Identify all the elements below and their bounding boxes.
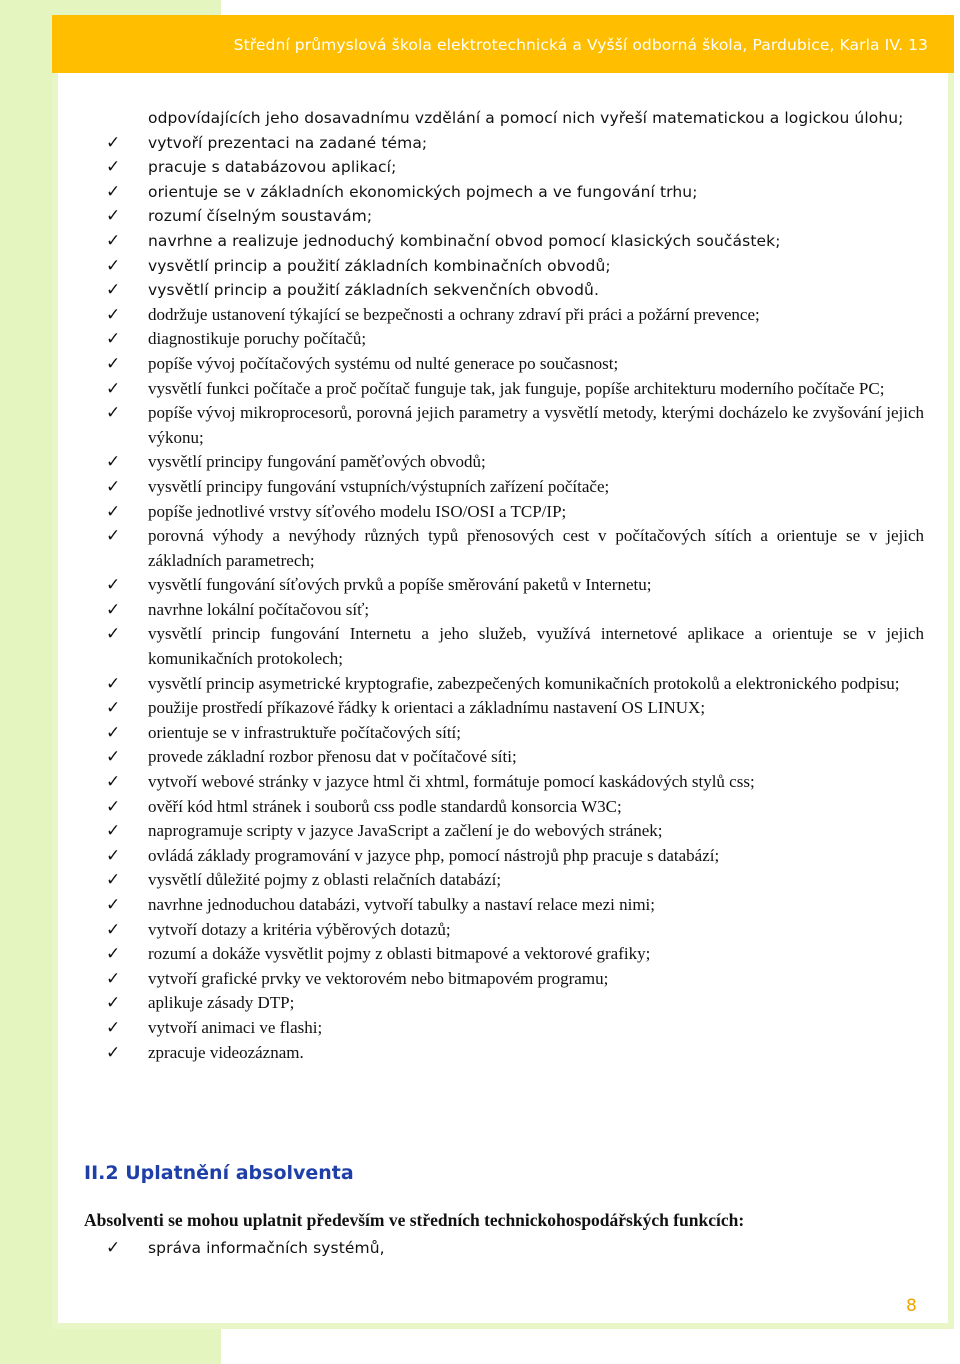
list-item-text: vytvoří dotazy a kritéria výběrových dotazů; [148, 919, 451, 939]
list-item-text: zpracuje videozáznam. [148, 1042, 304, 1062]
list-item-text: dodržuje ustanovení týkající se bezpečnosti a ochrany zdraví při práci a požární prevence; [148, 304, 760, 324]
checkmark-icon: ✓ [106, 968, 121, 989]
checkmark-icon: ✓ [106, 673, 121, 694]
list-item-text: orientuje se v infrastruktuře počítačových sítí; [148, 722, 461, 742]
list-item-text: rozumí číselným soustavám; [148, 207, 373, 226]
list-item-text: vysvětlí funkci počítače a proč počítač funguje tak, jak funguje, popíše architekturu moderního počítače PC; [148, 378, 885, 398]
checkmark-icon: ✓ [106, 181, 121, 202]
list-item [84, 1236, 924, 1261]
list-item [84, 401, 924, 450]
page-header [52, 15, 954, 73]
list-item-text: navrhne lokální počítačovou síť; [148, 599, 370, 619]
list-item [84, 327, 924, 352]
list-item-text: vysvětlí důležité pojmy z oblasti relačních databází; [148, 870, 502, 890]
list-item [84, 1016, 924, 1041]
list-item [84, 918, 924, 943]
checkmark-icon: ✓ [106, 452, 121, 473]
checkmark-icon: ✓ [106, 772, 121, 793]
list-item-text: orientuje se v základních ekonomických pojmech a ve fungování trhu; [148, 182, 698, 201]
checkmark-icon: ✓ [106, 796, 121, 817]
list-item-text: ovládá základy programování v jazyce php, pomocí nástrojů php pracuje s databází; [148, 845, 720, 865]
list-item-text: diagnostikuje poruchy počítačů; [148, 329, 367, 349]
list-item [84, 254, 924, 279]
list-item [84, 180, 924, 205]
section-heading [84, 1162, 354, 1184]
checkmark-icon: ✓ [106, 599, 121, 620]
list-item [84, 303, 924, 328]
list-item-text: vysvětlí princip asymetrické kryptografie, zabezpečených komunikačních protokolů a elektronického podpisu; [148, 673, 900, 693]
checkmark-icon: ✓ [106, 378, 121, 399]
checkmark-icon: ✓ [106, 132, 121, 153]
list-item [84, 721, 924, 746]
checkmark-icon: ✓ [106, 1238, 121, 1258]
checkmark-icon: ✓ [106, 255, 121, 276]
checkmark-icon: ✓ [106, 206, 121, 227]
checkmark-icon: ✓ [106, 280, 121, 301]
checkmark-icon: ✓ [106, 870, 121, 891]
checkmark-icon: ✓ [106, 304, 121, 325]
checkmark-icon: ✓ [106, 329, 121, 350]
checkmark-icon: ✓ [106, 919, 121, 940]
checkmark-icon: ✓ [106, 747, 121, 768]
list-item [84, 352, 924, 377]
list-item-text: navrhne a realizuje jednoduchý kombinační obvod pomocí klasických součástek; [148, 231, 781, 250]
list-item [84, 770, 924, 795]
list-item [84, 204, 924, 229]
list-item-text: rozumí a dokáže vysvětlit pojmy z oblasti bitmapové a vektorové grafiky; [148, 944, 651, 964]
list-item [84, 229, 924, 254]
section-number: II.2 [84, 1162, 119, 1184]
list-item-text: naprogramuje scripty v jazyce JavaScript a začlení je do webových stránek; [148, 821, 663, 841]
checkmark-icon: ✓ [106, 575, 121, 596]
checkmark-icon: ✓ [106, 403, 121, 424]
list-item-text: provede základní rozbor přenosu dat v počítačové síti; [148, 747, 517, 767]
list-item-text: vytvoří grafické prvky ve vektorovém nebo bitmapovém programu; [148, 968, 609, 988]
list-item [84, 819, 924, 844]
list-item [84, 475, 924, 500]
list-item [84, 131, 924, 156]
checkmark-icon: ✓ [106, 993, 121, 1014]
list-item [84, 844, 924, 869]
checkmark-icon: ✓ [106, 157, 121, 178]
lead-paragraph: Absolventi se mohou uplatnit především ve středních technickohospodářských funkcích: [84, 1210, 745, 1230]
list-item [84, 377, 924, 402]
list-item [84, 278, 924, 303]
list-continuation [84, 106, 924, 131]
checkmark-icon: ✓ [106, 698, 121, 719]
list-item [84, 450, 924, 475]
list-item-text: použije prostředí příkazové řádky k orientaci a základnímu nastavení OS LINUX; [148, 698, 706, 718]
list-item [84, 1041, 924, 1066]
list-item-text: popíše jednotlivé vrstvy síťového modelu ISO/OSI a TCP/IP; [148, 501, 567, 521]
checkmark-icon: ✓ [106, 230, 121, 251]
list-item [84, 696, 924, 721]
list-item-text: vytvoří webové stránky v jazyce html či xhtml, formátuje pomocí kaskádových stylů css; [148, 772, 755, 792]
checkmark-icon: ✓ [106, 1017, 121, 1038]
list-item-text: vytvoří animaci ve flashi; [148, 1017, 323, 1037]
list-item [84, 991, 924, 1016]
list-item [84, 622, 924, 671]
checkmark-icon: ✓ [106, 1042, 121, 1063]
page-number: 8 [906, 1296, 917, 1316]
list-item-text: vysvětlí princip a použití základních kombinačních obvodů; [148, 256, 611, 275]
list-item [84, 942, 924, 967]
checkmark-icon: ✓ [106, 501, 121, 522]
list-item-text: vysvětlí princip a použití základních sekvenčních obvodů. [148, 281, 599, 300]
list-item [84, 598, 924, 623]
list-item-text: aplikuje zásady DTP; [148, 993, 295, 1013]
list-item-text: vysvětlí principy fungování vstupních/výstupních zařízení počítače; [148, 476, 610, 496]
checkmark-icon: ✓ [106, 722, 121, 743]
list-item [84, 893, 924, 918]
checkmark-icon: ✓ [106, 845, 121, 866]
list-item-text: popíše vývoj počítačových systému od nulté generace po současnost; [148, 353, 619, 373]
checkmark-icon: ✓ [106, 624, 121, 645]
list-item-text: ověří kód html stránek i souborů css podle standardů konsorcia W3C; [148, 796, 622, 816]
list-item [84, 967, 924, 992]
checkmark-icon: ✓ [106, 526, 121, 547]
list-item-text: vysvětlí principy fungování paměťových obvodů; [148, 452, 486, 472]
list-item [84, 500, 924, 525]
list-item [84, 745, 924, 770]
continuation-text: odpovídajících jeho dosavadnímu vzdělání a pomocí nich vyřeší matematickou a logickou úlohu; [148, 109, 904, 127]
list-item-text: popíše vývoj mikroprocesorů, porovná jejich parametry a vysvětlí metody, kterými docházelo ke zvyšování jejich výkonu; [148, 403, 924, 447]
header-title: Střední průmyslová škola elektrotechnická a Vyšší odborná škola, Pardubice, Karla IV. 13 [233, 36, 928, 54]
list-item-text: vysvětlí fungování síťových prvků a popíše směrování paketů v Internetu; [148, 575, 652, 595]
list-item [84, 795, 924, 820]
list-item [84, 155, 924, 180]
list-item [84, 868, 924, 893]
list-item-text: vytvoří prezentaci na zadané téma; [148, 133, 428, 152]
section-title: Uplatnění absolventa [125, 1162, 354, 1184]
checkmark-icon: ✓ [106, 895, 121, 915]
list-item-text: pracuje s databázovou aplikací; [148, 158, 397, 177]
checkmark-icon: ✓ [106, 821, 121, 842]
list-item [84, 573, 924, 598]
checkmark-icon: ✓ [106, 476, 121, 497]
list-item-text: navrhne jednoduchou databázi, vytvoří tabulky a nastaví relace mezi nimi; [148, 895, 655, 914]
list-item-text: vysvětlí princip fungování Internetu a jeho služeb, využívá internetové aplikace a orientuje se v jejich komunikačních protokolech; [148, 624, 924, 669]
list-item-text: porovná výhody a nevýhody různých typů přenosových cest v počítačových sítích a orientuje se v jejich základních parametrech; [148, 526, 924, 570]
checklist [84, 131, 924, 1066]
list-item [84, 672, 924, 697]
tail-list [84, 1236, 924, 1261]
main-content [84, 106, 924, 1065]
list-item-text: správa informačních systémů, [148, 1239, 385, 1257]
list-item [84, 524, 924, 573]
checkmark-icon: ✓ [106, 353, 121, 374]
checkmark-icon: ✓ [106, 944, 121, 965]
